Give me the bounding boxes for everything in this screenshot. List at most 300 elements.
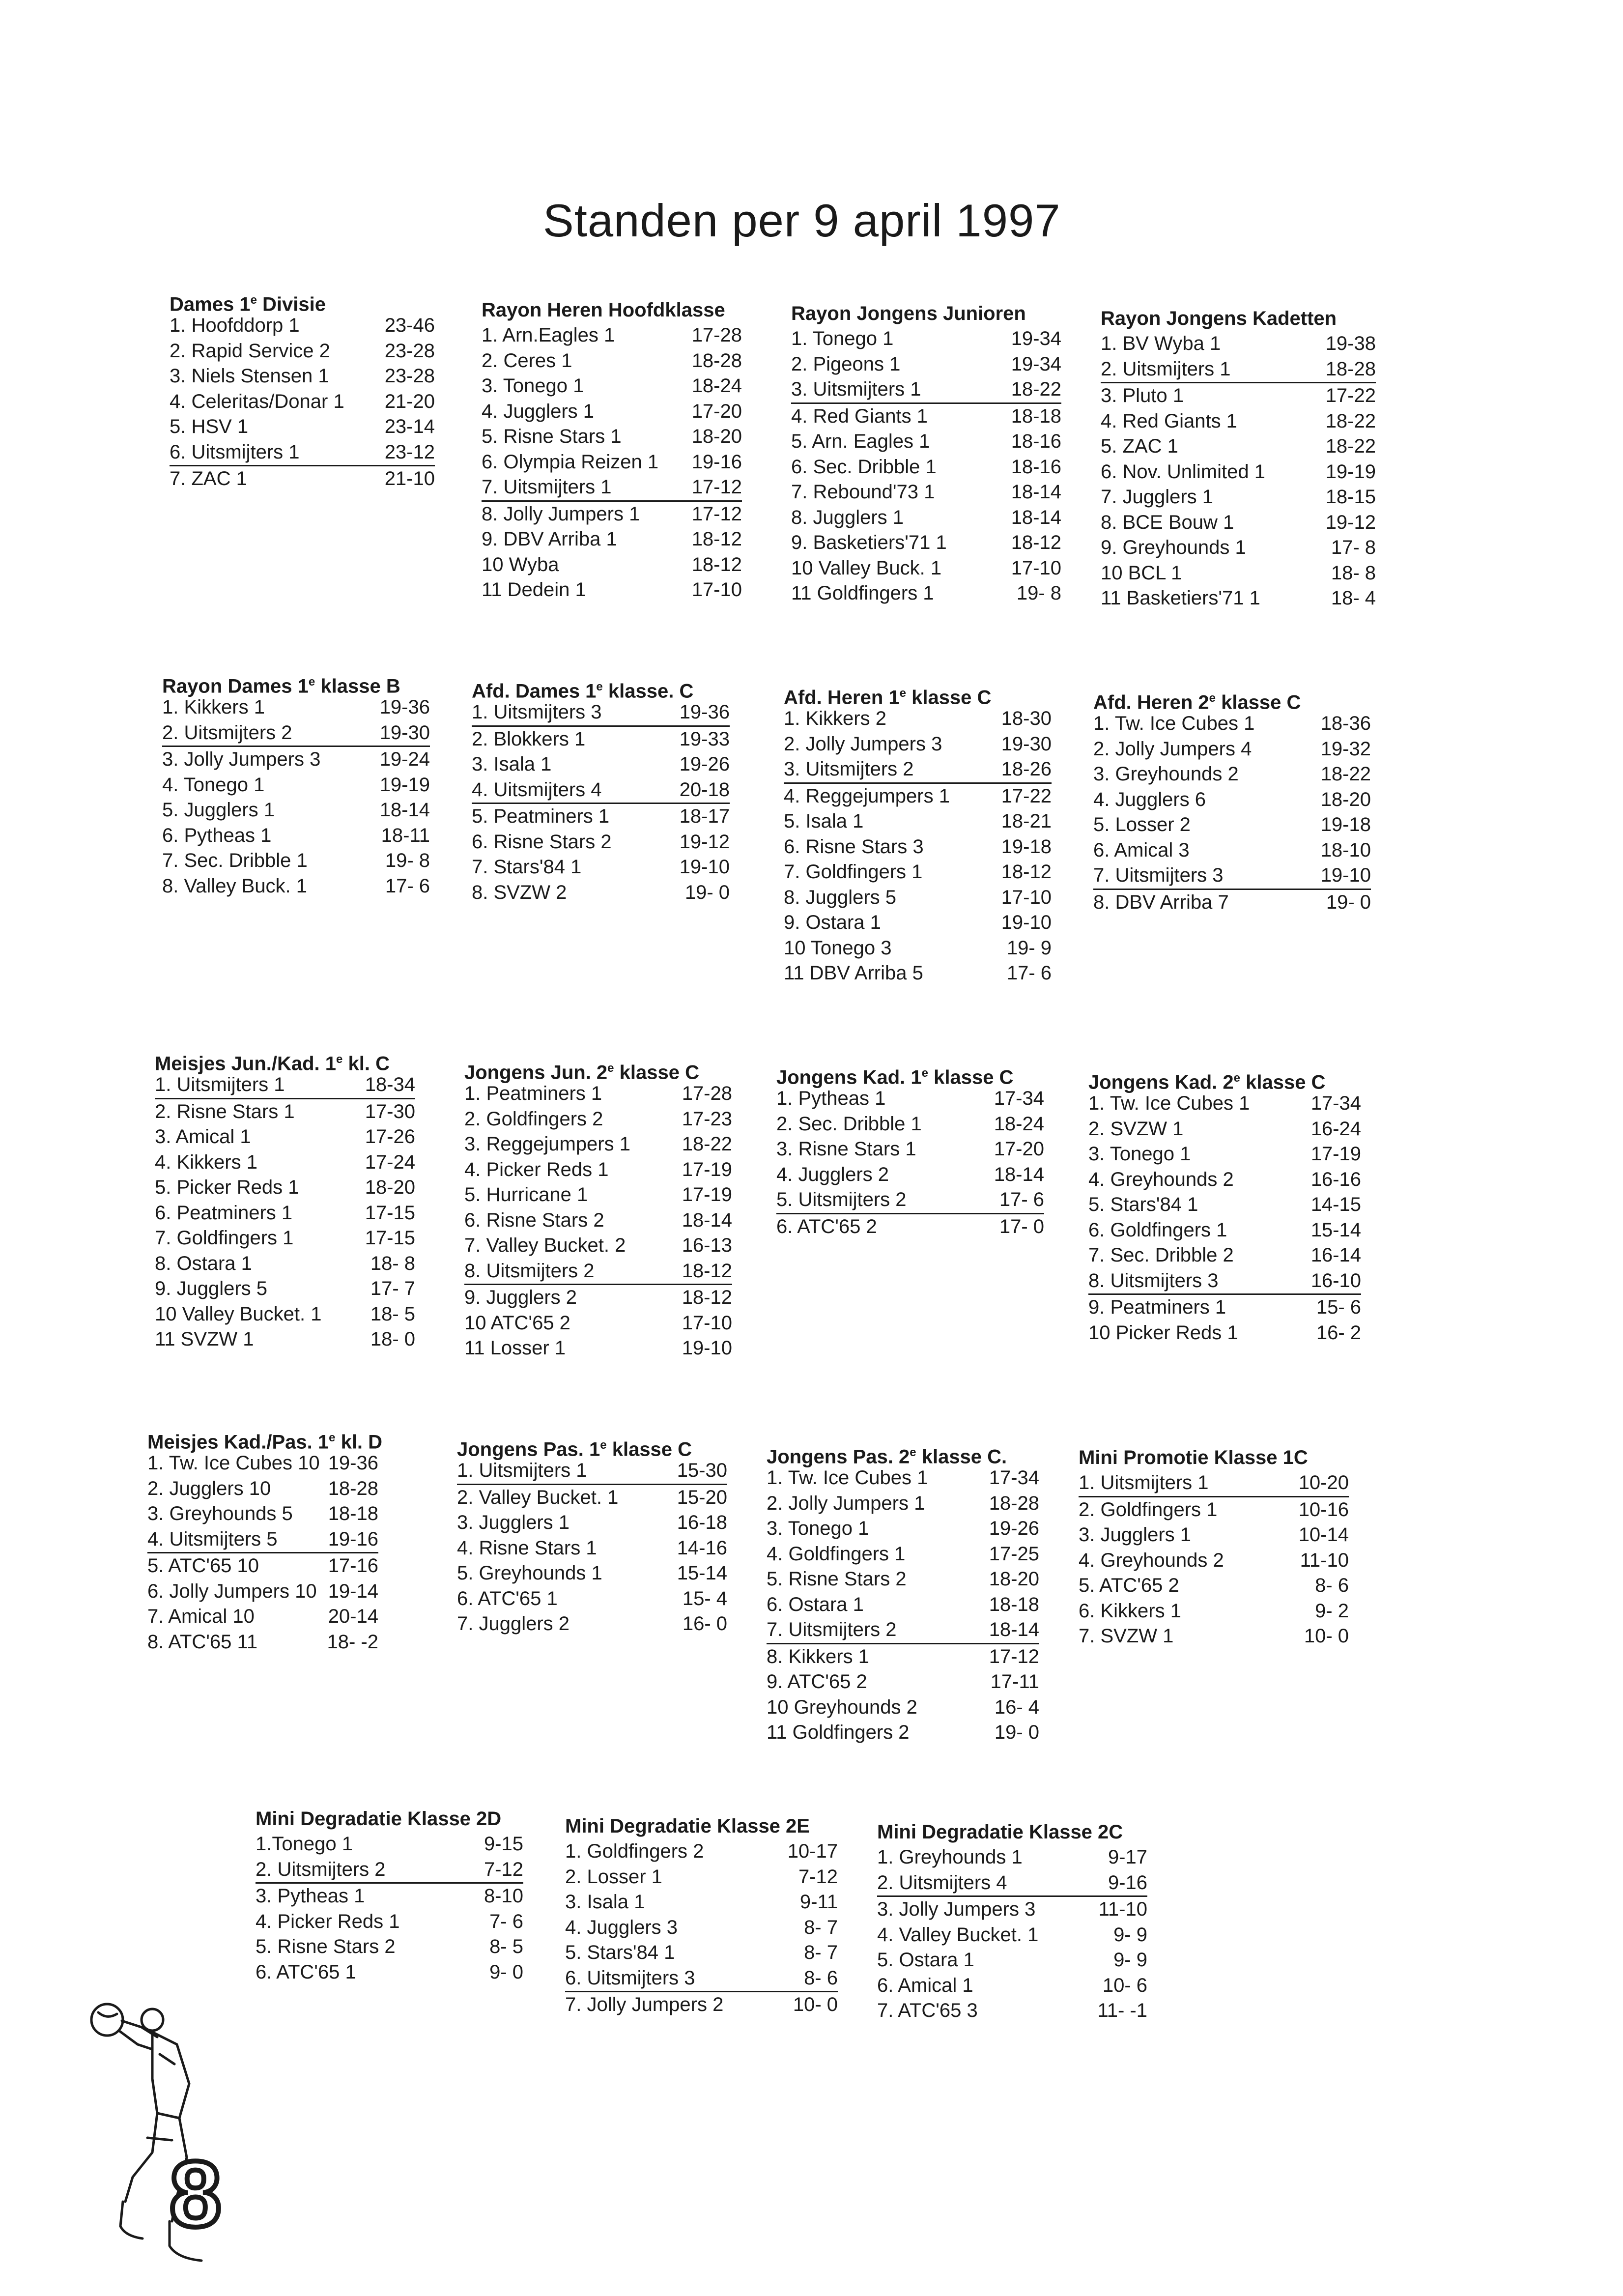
block-title bbox=[1093, 686, 1371, 714]
team-name: 8. Kikkers 1 bbox=[767, 1645, 869, 1667]
standings-row bbox=[1101, 409, 1376, 434]
team-name: 11 SVZW 1 bbox=[155, 1328, 254, 1350]
standings-row bbox=[1088, 1167, 1361, 1193]
team-score: 8- 7 bbox=[804, 1942, 838, 1963]
team-score: 9- 9 bbox=[1113, 1949, 1147, 1971]
team-score: 18-22 bbox=[1325, 410, 1376, 432]
team-name: 4. Jugglers 3 bbox=[565, 1916, 678, 1938]
block-title-text: Rayon Jongens Junioren bbox=[791, 303, 1026, 324]
team-name: 2. Uitsmijters 2 bbox=[256, 1858, 386, 1880]
standings-row bbox=[256, 1960, 523, 1985]
team-name: 1. Kikkers 2 bbox=[784, 708, 886, 729]
team-score: 19- 9 bbox=[1006, 937, 1052, 959]
block-title-sup: e bbox=[596, 680, 603, 693]
standings-block bbox=[472, 674, 730, 905]
team-name: 5. Greyhounds 1 bbox=[457, 1562, 602, 1584]
team-score: 15- 4 bbox=[682, 1587, 727, 1609]
standings-row bbox=[464, 1336, 732, 1361]
standings-row bbox=[1088, 1218, 1361, 1243]
block-title-suffix: klasse. C bbox=[602, 680, 694, 702]
team-name: 6. Nov. Unlimited 1 bbox=[1101, 460, 1265, 483]
standings-row bbox=[256, 1884, 523, 1909]
standings-row bbox=[155, 1150, 415, 1176]
standings-row bbox=[877, 1897, 1147, 1923]
team-score: 17-10 bbox=[1001, 886, 1052, 908]
team-name: 3. Jolly Jumpers 3 bbox=[877, 1898, 1036, 1920]
team-name: 1. Greyhounds 1 bbox=[877, 1846, 1023, 1868]
team-score: 11-10 bbox=[1300, 1549, 1349, 1571]
team-name: 2. Jugglers 10 bbox=[147, 1477, 271, 1499]
standings-row bbox=[457, 1458, 727, 1485]
team-name: 6. ATC'65 1 bbox=[256, 1961, 356, 1983]
block-title bbox=[1088, 1065, 1361, 1091]
standings-row bbox=[482, 527, 742, 552]
team-name: 2. Rapid Service 2 bbox=[170, 340, 330, 362]
team-name: 4. Picker Reds 1 bbox=[464, 1158, 609, 1180]
team-name: 6. ATC'65 2 bbox=[776, 1215, 877, 1237]
team-score: 18-12 bbox=[691, 553, 742, 575]
standings-row bbox=[464, 1285, 732, 1311]
team-score: 10-17 bbox=[787, 1840, 838, 1862]
block-title bbox=[784, 681, 1052, 709]
standings-row bbox=[784, 910, 1052, 936]
standings-row bbox=[1088, 1320, 1361, 1346]
team-score: 19- 8 bbox=[1016, 582, 1061, 604]
team-name: 6. ATC'65 1 bbox=[457, 1587, 558, 1609]
team-score: 18-18 bbox=[989, 1593, 1039, 1615]
standings-block bbox=[1088, 1065, 1361, 1346]
standings-row bbox=[482, 424, 742, 450]
standings-row bbox=[767, 1567, 1039, 1592]
team-score: 20-18 bbox=[679, 778, 730, 801]
team-name: 5. ATC'65 2 bbox=[1079, 1575, 1179, 1596]
team-score: 16-13 bbox=[682, 1234, 732, 1256]
standings-row bbox=[791, 455, 1061, 480]
standings-row bbox=[791, 530, 1061, 556]
standings-row bbox=[776, 1112, 1044, 1137]
team-name: 7. Goldfingers 1 bbox=[784, 861, 923, 883]
team-score: 17-10 bbox=[1011, 557, 1061, 579]
block-title-text: Jongens Jun. 2 bbox=[464, 1062, 608, 1084]
team-score: 17-19 bbox=[682, 1184, 732, 1205]
team-name: 2. Pigeons 1 bbox=[791, 353, 901, 375]
team-name: 4. Reggejumpers 1 bbox=[784, 785, 950, 807]
team-name: 7. Uitsmijters 2 bbox=[767, 1619, 897, 1640]
team-score: 8- 5 bbox=[489, 1936, 523, 1957]
team-name: 3. Risne Stars 1 bbox=[776, 1138, 916, 1160]
team-score: 18-16 bbox=[1011, 456, 1061, 478]
team-score: 19- 0 bbox=[994, 1722, 1039, 1743]
team-score: 23-46 bbox=[384, 315, 435, 336]
standings-row bbox=[472, 727, 730, 752]
standings-row bbox=[464, 1132, 732, 1157]
standings-row bbox=[1093, 890, 1371, 916]
team-score: 19-36 bbox=[328, 1452, 378, 1474]
standings-row bbox=[1079, 1599, 1349, 1624]
team-name: 6. Pytheas 1 bbox=[162, 824, 272, 846]
team-name: 7. Jolly Jumpers 2 bbox=[565, 1994, 724, 2015]
standings-row bbox=[877, 1870, 1147, 1897]
team-score: 18- 8 bbox=[1331, 562, 1376, 584]
team-name: 4. Uitsmijters 4 bbox=[472, 778, 602, 801]
block-title-suffix: klasse C bbox=[906, 687, 992, 709]
team-score: 17-28 bbox=[682, 1083, 732, 1104]
team-score: 19-34 bbox=[1011, 353, 1061, 375]
standings-row bbox=[482, 577, 742, 603]
team-score: 18-20 bbox=[989, 1568, 1039, 1590]
standings-row bbox=[877, 1973, 1147, 1999]
standings-row bbox=[877, 1923, 1147, 1948]
team-score: 18-20 bbox=[691, 426, 742, 447]
team-score: 17-25 bbox=[989, 1543, 1039, 1565]
team-score: 17- 6 bbox=[999, 1189, 1044, 1210]
team-name: 11 Losser 1 bbox=[464, 1337, 566, 1359]
team-score: 18-28 bbox=[691, 349, 742, 372]
standings-block bbox=[256, 1806, 523, 1985]
team-name: 4. Jugglers 2 bbox=[776, 1163, 889, 1185]
team-score: 19-24 bbox=[379, 748, 430, 770]
standings-row bbox=[170, 414, 435, 440]
team-score: 18- 0 bbox=[370, 1328, 415, 1350]
standings-row bbox=[1079, 1624, 1349, 1649]
team-name: 1. Uitsmijters 1 bbox=[155, 1074, 285, 1095]
team-score: 18-17 bbox=[679, 805, 730, 827]
standings-row bbox=[877, 1998, 1147, 2024]
team-score: 18-30 bbox=[1001, 708, 1052, 729]
team-score: 19-16 bbox=[328, 1528, 378, 1550]
standings-row bbox=[776, 1214, 1044, 1240]
block-title-text: Dames 1 bbox=[170, 293, 251, 316]
block-title bbox=[565, 1813, 838, 1839]
team-score: 18-12 bbox=[682, 1287, 732, 1308]
standings-row bbox=[565, 1992, 838, 2018]
team-score: 18- 8 bbox=[370, 1252, 415, 1274]
team-name: 2. Uitsmijters 2 bbox=[162, 721, 292, 744]
team-name: 3. Tonego 1 bbox=[767, 1518, 869, 1539]
standings-row bbox=[767, 1644, 1039, 1670]
team-name: 1. Uitsmijters 3 bbox=[472, 701, 602, 723]
team-score: 18-18 bbox=[328, 1503, 378, 1524]
team-name: 1. BV Wyba 1 bbox=[1101, 333, 1221, 354]
team-score: 15-14 bbox=[677, 1562, 727, 1584]
standings-row bbox=[877, 1845, 1147, 1870]
team-name: 5. HSV 1 bbox=[170, 416, 249, 437]
team-score: 18-12 bbox=[682, 1260, 732, 1282]
block-title-text: Jongens Pas. 2 bbox=[767, 1446, 910, 1468]
team-score: 17-28 bbox=[691, 324, 742, 346]
team-name: 3. Greyhounds 5 bbox=[147, 1503, 293, 1524]
team-score: 18-12 bbox=[1011, 532, 1061, 553]
standings-row bbox=[170, 389, 435, 415]
team-score: 16-16 bbox=[1310, 1168, 1361, 1190]
standings-block bbox=[565, 1813, 838, 2018]
team-name: 2. Goldfingers 1 bbox=[1079, 1498, 1218, 1521]
standings-row bbox=[155, 1124, 415, 1150]
team-name: 7. Stars'84 1 bbox=[472, 856, 582, 878]
team-name: 7. ATC'65 3 bbox=[877, 2000, 978, 2021]
standings-row bbox=[784, 784, 1052, 809]
team-name: 2. Jolly Jumpers 3 bbox=[784, 733, 942, 755]
block-title-text: Jongens Kad. 2 bbox=[1088, 1071, 1234, 1093]
standings-row bbox=[565, 1915, 838, 1941]
team-score: 11- -1 bbox=[1097, 2000, 1147, 2021]
team-name: 7. Sec. Dribble 2 bbox=[1088, 1244, 1234, 1266]
team-score: 19-30 bbox=[379, 721, 430, 744]
team-name: 1. Uitsmijters 1 bbox=[457, 1460, 587, 1481]
team-name: 10 Wyba bbox=[482, 553, 559, 575]
team-score: 17-34 bbox=[989, 1467, 1039, 1489]
block-title-text: Rayon Jongens Kadetten bbox=[1101, 308, 1337, 329]
team-name: 3. Tonego 1 bbox=[1088, 1143, 1191, 1165]
standings-row bbox=[170, 466, 435, 492]
standings-row bbox=[155, 1276, 415, 1302]
team-score: 14-15 bbox=[1310, 1194, 1361, 1215]
standings-row bbox=[472, 777, 730, 804]
team-name: 3. Isala 1 bbox=[565, 1891, 645, 1913]
block-title-suffix: kl. D bbox=[335, 1431, 383, 1453]
team-name: 11 Goldfingers 2 bbox=[767, 1722, 910, 1743]
standings-row bbox=[1101, 357, 1376, 384]
standings-row bbox=[1101, 434, 1376, 459]
block-title-text: Mini Degradatie Klasse 2C bbox=[877, 1821, 1123, 1843]
standings-row bbox=[791, 556, 1061, 581]
standings-row bbox=[170, 339, 435, 364]
team-name: 10 Valley Buck. 1 bbox=[791, 557, 942, 579]
page-number: 8 bbox=[170, 2142, 222, 2246]
block-title-suffix: klasse C bbox=[928, 1066, 1014, 1089]
team-score: 17-20 bbox=[994, 1138, 1044, 1160]
standings-row bbox=[776, 1162, 1044, 1188]
team-score: 19-14 bbox=[328, 1580, 378, 1602]
standings-row bbox=[1101, 459, 1376, 485]
standings-row bbox=[147, 1451, 378, 1476]
team-name: 9. DBV Arriba 1 bbox=[482, 528, 617, 550]
standings-row bbox=[256, 1909, 523, 1935]
team-name: 9. Basketiers'71 1 bbox=[791, 532, 947, 553]
team-name: 4. Greyhounds 2 bbox=[1079, 1549, 1224, 1571]
team-score: 8-10 bbox=[484, 1885, 523, 1907]
team-name: 7. Goldfingers 1 bbox=[155, 1227, 294, 1249]
team-name: 1. Pytheas 1 bbox=[776, 1088, 886, 1109]
team-score: 18-10 bbox=[1320, 839, 1371, 861]
team-score: 18-24 bbox=[691, 375, 742, 397]
block-title bbox=[482, 297, 742, 323]
standings-row bbox=[1093, 838, 1371, 863]
team-score: 8- 6 bbox=[1315, 1575, 1349, 1596]
team-score: 17-34 bbox=[994, 1088, 1044, 1109]
standings-row bbox=[1088, 1192, 1361, 1218]
team-score: 18- 4 bbox=[1331, 587, 1376, 609]
block-title bbox=[1079, 1445, 1349, 1470]
standings-row bbox=[147, 1527, 378, 1554]
team-score: 16-10 bbox=[1310, 1269, 1361, 1292]
standings-row bbox=[155, 1226, 415, 1251]
block-title-suffix: klasse C bbox=[614, 1062, 699, 1084]
team-score: 19-32 bbox=[1320, 738, 1371, 760]
team-name: 5. ZAC 1 bbox=[1101, 435, 1178, 457]
team-name: 10 BCL 1 bbox=[1101, 562, 1182, 584]
team-name: 1. Tw. Ice Cubes 1 bbox=[767, 1467, 928, 1489]
standings-row bbox=[162, 848, 430, 874]
team-name: 9. ATC'65 2 bbox=[767, 1671, 867, 1693]
team-score: 15- 6 bbox=[1316, 1296, 1361, 1318]
team-score: 18-14 bbox=[989, 1619, 1039, 1640]
team-score: 9-16 bbox=[1108, 1871, 1147, 1894]
team-score: 19-38 bbox=[1325, 333, 1376, 354]
standings-row bbox=[784, 936, 1052, 961]
team-score: 19-12 bbox=[679, 831, 730, 853]
team-score: 10- 0 bbox=[1304, 1625, 1349, 1647]
standings-row bbox=[482, 475, 742, 502]
standings-block bbox=[791, 301, 1061, 606]
team-name: 5. ATC'65 10 bbox=[147, 1555, 259, 1577]
block-title-suffix: klasse B bbox=[315, 675, 400, 697]
standings-row bbox=[767, 1491, 1039, 1517]
team-name: 9. Jugglers 5 bbox=[155, 1278, 268, 1299]
standings-row bbox=[155, 1175, 415, 1201]
standings-row bbox=[784, 860, 1052, 885]
standings-row bbox=[784, 732, 1052, 757]
standings-row bbox=[1079, 1497, 1349, 1523]
team-score: 17-12 bbox=[691, 476, 742, 498]
team-name: 4. Kikkers 1 bbox=[155, 1151, 257, 1173]
team-score: 17-26 bbox=[365, 1126, 415, 1148]
standings-row bbox=[256, 1857, 523, 1884]
team-name: 2. Valley Bucket. 1 bbox=[457, 1486, 619, 1508]
standings-row bbox=[767, 1720, 1039, 1746]
standings-row bbox=[1088, 1243, 1361, 1268]
team-name: 5. Losser 2 bbox=[1093, 814, 1191, 835]
standings-row bbox=[162, 695, 430, 720]
team-score: 18-22 bbox=[1325, 435, 1376, 457]
team-score: 17- 0 bbox=[999, 1215, 1044, 1237]
team-score: 17- 6 bbox=[385, 875, 430, 897]
standings-row bbox=[472, 880, 730, 906]
team-name: 9. Peatminers 1 bbox=[1088, 1296, 1226, 1318]
team-name: 1. Tonego 1 bbox=[791, 328, 894, 349]
standings-row bbox=[767, 1592, 1039, 1618]
team-name: 8. Jugglers 1 bbox=[791, 506, 904, 528]
team-name: 6. Ostara 1 bbox=[767, 1593, 864, 1615]
standings-row bbox=[776, 1187, 1044, 1214]
standings-row bbox=[1079, 1573, 1349, 1599]
standings-row bbox=[457, 1561, 727, 1586]
standings-row bbox=[256, 1832, 523, 1857]
team-score: 18-22 bbox=[1320, 763, 1371, 785]
team-score: 17-12 bbox=[691, 503, 742, 525]
standings-row bbox=[1101, 383, 1376, 409]
team-score: 19-18 bbox=[1001, 835, 1052, 858]
team-name: 3. Uitsmijters 2 bbox=[784, 758, 914, 780]
standings-row bbox=[791, 326, 1061, 352]
standings-row bbox=[791, 352, 1061, 377]
team-name: 2. Uitsmijters 4 bbox=[877, 1871, 1007, 1894]
team-score: 18-16 bbox=[1011, 430, 1061, 452]
standings-row bbox=[791, 404, 1061, 430]
team-score: 19-10 bbox=[682, 1337, 732, 1359]
team-score: 15-14 bbox=[1310, 1219, 1361, 1241]
team-name: 3. Greyhounds 2 bbox=[1093, 763, 1239, 785]
block-title-text: Meisjes Jun./Kad. 1 bbox=[155, 1053, 337, 1075]
team-name: 8. Jugglers 5 bbox=[784, 886, 897, 908]
standings-row bbox=[1093, 711, 1371, 737]
team-name: 10 Picker Reds 1 bbox=[1088, 1321, 1238, 1344]
team-name: 7. Rebound'73 1 bbox=[791, 481, 935, 503]
team-score: 18-11 bbox=[381, 824, 430, 846]
standings-row bbox=[162, 798, 430, 823]
team-name: 3. Amical 1 bbox=[155, 1126, 251, 1148]
team-name: 5. Risne Stars 2 bbox=[767, 1568, 907, 1590]
block-title-sup: e bbox=[250, 293, 257, 307]
team-score: 17-15 bbox=[365, 1227, 415, 1249]
standings-row bbox=[170, 364, 435, 389]
standings-row bbox=[1101, 485, 1376, 510]
team-name: 3. Pluto 1 bbox=[1101, 385, 1184, 406]
standings-row bbox=[784, 834, 1052, 860]
standings-row bbox=[1093, 762, 1371, 787]
team-name: 5. Ostara 1 bbox=[877, 1949, 974, 1971]
standings-row bbox=[776, 1137, 1044, 1162]
team-score: 8- 7 bbox=[804, 1916, 838, 1938]
standings-row bbox=[162, 874, 430, 899]
team-name: 10 Greyhounds 2 bbox=[767, 1696, 917, 1718]
team-score: 16-14 bbox=[1310, 1244, 1361, 1266]
block-title bbox=[162, 669, 430, 695]
standings-row bbox=[170, 440, 435, 467]
standings-row bbox=[170, 313, 435, 339]
block-title-sup: e bbox=[600, 1438, 607, 1452]
team-score: 17-12 bbox=[989, 1645, 1039, 1667]
standings-row bbox=[472, 855, 730, 880]
team-score: 8- 6 bbox=[804, 1967, 838, 1989]
team-score: 18-28 bbox=[328, 1477, 378, 1499]
standings-row bbox=[457, 1510, 727, 1536]
team-name: 2. Goldfingers 2 bbox=[464, 1108, 603, 1130]
standings-block bbox=[877, 1819, 1147, 2024]
team-score: 18- 5 bbox=[370, 1303, 415, 1325]
standings-row bbox=[472, 752, 730, 777]
team-name: 3. Jolly Jumpers 3 bbox=[162, 748, 321, 770]
team-score: 10-16 bbox=[1298, 1498, 1349, 1521]
team-score: 16- 4 bbox=[994, 1696, 1039, 1718]
team-name: 1. Tw. Ice Cubes 1 bbox=[1093, 713, 1255, 734]
block-title bbox=[457, 1433, 727, 1461]
standings-row bbox=[565, 1865, 838, 1890]
team-name: 7. Jugglers 1 bbox=[1101, 486, 1214, 508]
team-name: 4. Uitsmijters 5 bbox=[147, 1528, 278, 1550]
block-title-sup: e bbox=[910, 1446, 916, 1459]
team-score: 21-20 bbox=[384, 390, 435, 412]
standings-row bbox=[1093, 787, 1371, 813]
team-score: 17-11 bbox=[990, 1671, 1039, 1693]
block-title-text: Afd. Heren 1 bbox=[784, 687, 900, 709]
team-score: 19-19 bbox=[379, 774, 430, 796]
team-score: 11-10 bbox=[1098, 1898, 1147, 1920]
team-score: 9-11 bbox=[799, 1891, 838, 1913]
team-name: 7. Sec. Dribble 1 bbox=[162, 850, 308, 871]
standings-row bbox=[565, 1966, 838, 1993]
team-score: 19-26 bbox=[679, 753, 730, 775]
team-score: 18-20 bbox=[365, 1177, 415, 1198]
block-title-sup: e bbox=[1233, 1071, 1240, 1085]
standings-row bbox=[1088, 1295, 1361, 1320]
team-name: 9. Greyhounds 1 bbox=[1101, 537, 1246, 558]
standings-row bbox=[791, 480, 1061, 505]
standings-row bbox=[147, 1579, 378, 1605]
standings-row bbox=[1079, 1522, 1349, 1548]
block-title-suffix: Divisie bbox=[256, 293, 326, 316]
standings-row bbox=[1079, 1470, 1349, 1497]
